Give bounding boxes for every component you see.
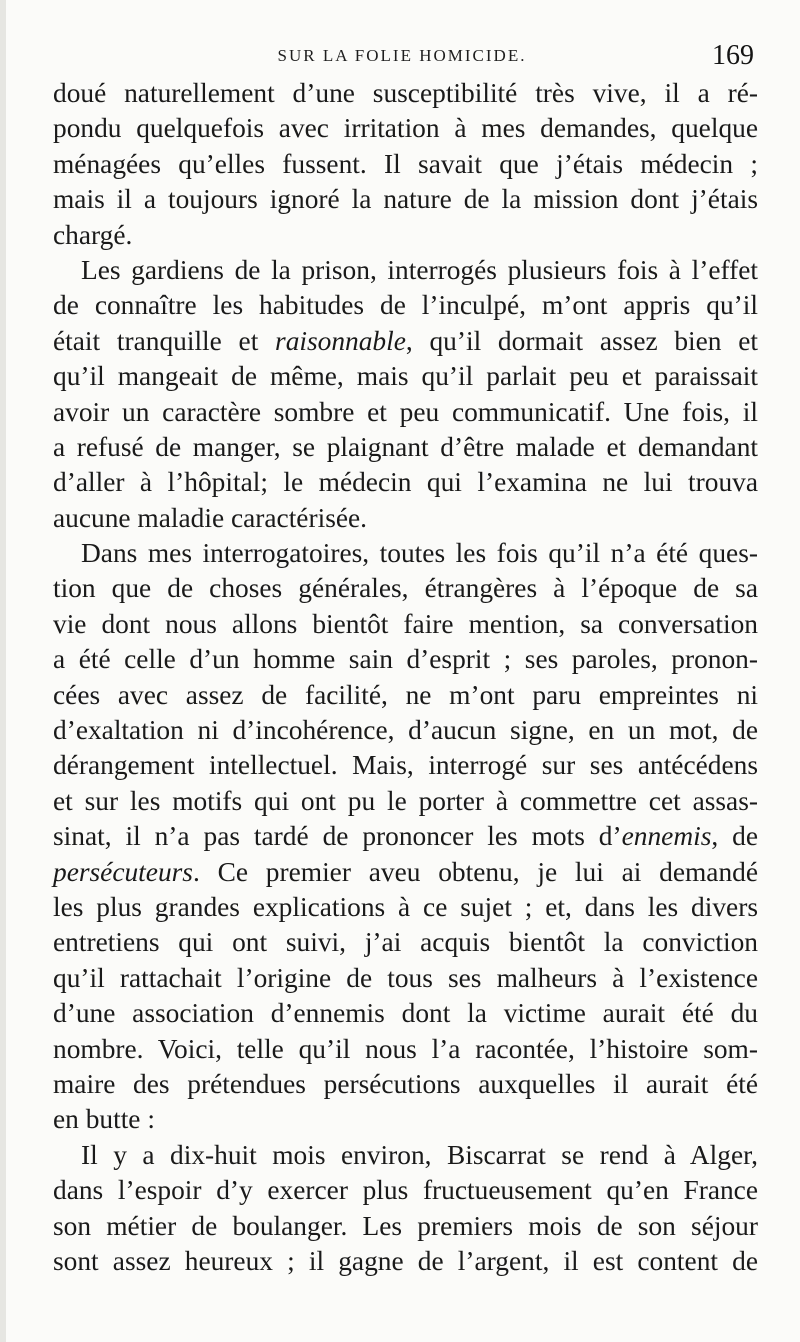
text-line: Les gardiens de la prison, interrogés plusieurs fois à l’effet: [81, 254, 758, 285]
text-line: [53, 819, 758, 854]
text-line: nombre. Voici, telle qu’il nous l’a racontée, l’histoire som-: [53, 1033, 758, 1064]
text-line: cées avec assez de facilité, ne m’ont paru empreintes ni: [53, 679, 758, 710]
text-line: d’exaltation ni d’incohérence, d’aucun signe, en un mot, de: [53, 715, 758, 746]
text-line: d’aller à l’hôpital; le médecin qui l’examina ne lui trouva: [53, 467, 758, 498]
text-line: chargé.: [53, 219, 133, 250]
text-line: son métier de boulanger. Les premiers mois de son séjour: [53, 1210, 758, 1241]
text-line: [53, 855, 758, 890]
text-line: a refusé de manger, se plaignant d’être malade et demandant: [53, 431, 758, 462]
text-line: d’une association d’ennemis dont la victime aurait été du: [53, 998, 758, 1029]
text-segment: . Ce premier aveu obtenu, je lui ai demandé: [192, 856, 758, 887]
text-line: dans l’espoir d’y exercer plus fructueusement qu’en France: [53, 1175, 758, 1206]
text-line: sont assez heureux ; il gagne de l’argent, il est content de: [53, 1245, 758, 1276]
text-line: et sur les motifs qui ont pu le porter à commettre cet assas-: [53, 785, 758, 816]
text-line: entretiens qui ont suivi, j’ai acquis bientôt la conviction: [53, 927, 758, 958]
text-line: a été celle d’un homme sain d’esprit ; ses paroles, pronon-: [53, 644, 758, 675]
running-head: [50, 40, 754, 76]
text-segment: sinat, il n’a pas tardé de prononcer les mots d’: [53, 821, 622, 852]
text-line: les plus grandes explications à ce sujet ; et, dans les divers: [53, 891, 758, 922]
italic-term: raisonnable: [275, 325, 406, 356]
italic-term: ennemis: [621, 821, 712, 852]
page-number: 169: [712, 40, 754, 71]
text-line: ménagées qu’elles fussent. Il savait que j’étais médecin ;: [53, 148, 758, 179]
text-line: aucune maladie caractérisée.: [53, 502, 368, 533]
text-line: dérangement intellectuel. Mais, interrogé sur ses antécédens: [53, 750, 758, 781]
text-line: qu’il rattachait l’origine de tous ses malheurs à l’existence: [53, 962, 758, 993]
text-segment: , de: [711, 821, 758, 852]
text-line: de connaître les habitudes de l’inculpé, m’ont appris qu’il: [53, 290, 758, 321]
text-line: doué naturellement d’une susceptibilité très vive, il a ré-: [53, 78, 758, 108]
text-line: Il y a dix-huit mois environ, Biscarrat se rend à Alger,: [81, 1139, 758, 1170]
text-line: [53, 324, 758, 359]
italic-term: persécuteurs: [53, 856, 193, 887]
text-line: avoir un caractère sombre et peu communicatif. Une fois, il: [53, 396, 758, 427]
text-line: maire des prétendues persécutions auxquelles il aurait été: [53, 1068, 758, 1099]
text-line: Dans mes interrogatoires, toutes les fois qu’il n’a été ques-: [81, 538, 758, 569]
text-line: qu’il mangeait de même, mais qu’il parlait peu et paraissait: [53, 361, 758, 392]
text-line: en butte :: [53, 1104, 155, 1135]
text-segment: était tranquille et: [53, 325, 276, 356]
text-line: vie dont nous allons bientôt faire mention, sa conversation: [53, 608, 758, 639]
running-title: SUR LA FOLIE HOMICIDE.: [277, 46, 527, 65]
text-segment: , qu’il dormait assez bien et: [405, 325, 758, 356]
text-line: tion que de choses générales, étrangères à l’époque de sa: [53, 573, 758, 604]
text-line: pondu quelquefois avec irritation à mes demandes, quelque: [53, 113, 758, 144]
body-text: [53, 76, 758, 1279]
text-line: mais il a toujours ignoré la nature de la mission dont j’étais: [53, 184, 758, 215]
